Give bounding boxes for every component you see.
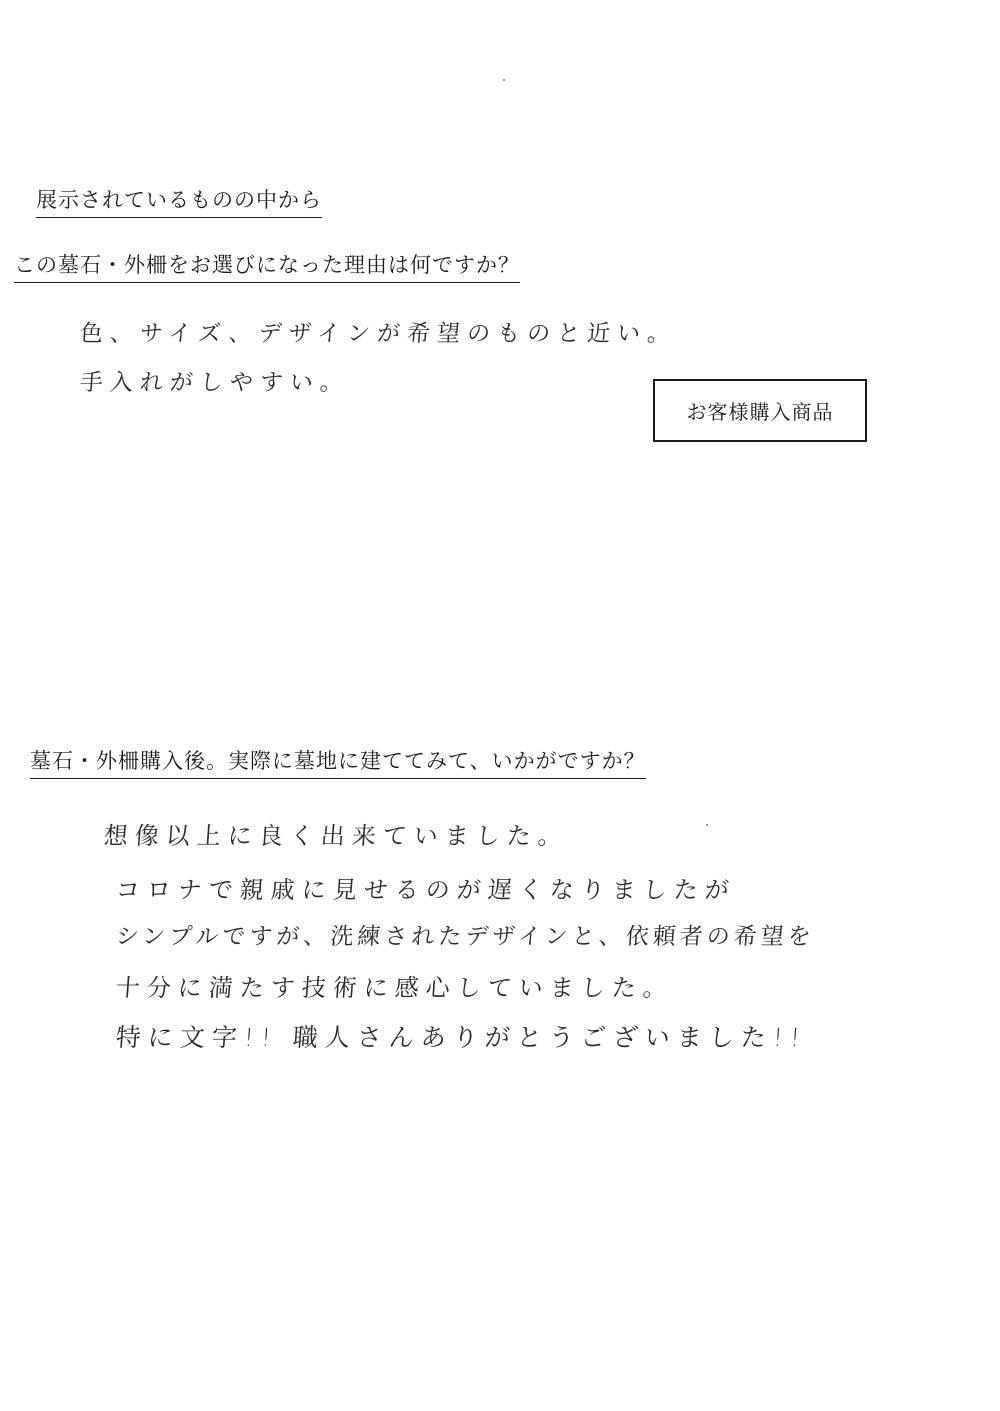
answer1-line: 色、サイズ、デザインが希望のものと近い。 <box>78 321 678 347</box>
scan-speck <box>706 824 708 826</box>
question-reason: この墓石・外柵をお選びになった理由は何ですか？ <box>14 249 520 283</box>
answer2-line: 特に文字!! 職人さんありがとうございました!! <box>114 1023 808 1052</box>
answer2-line: コロナで親戚に見せるのが遅くなりましたが <box>114 876 737 904</box>
product-box-label: お客様購入商品 <box>686 400 834 424</box>
scan-speck <box>503 79 505 81</box>
question-impression: 墓石・外柵購入後。実際に墓地に建ててみて、いかがですか？ <box>30 745 646 779</box>
answer2-line: 十分に満たす技術に感心していました。 <box>114 974 675 1002</box>
answer2-line: 想像以上に良く出来ていました。 <box>102 822 570 850</box>
product-box <box>653 379 867 442</box>
question-intro: 展示されているものの中から <box>36 184 322 218</box>
answer1-line: 手入れがしやすい。 <box>78 370 351 396</box>
answer2-line: シンプルですが、洗練されたデザインと、依頼者の希望を <box>114 924 816 950</box>
